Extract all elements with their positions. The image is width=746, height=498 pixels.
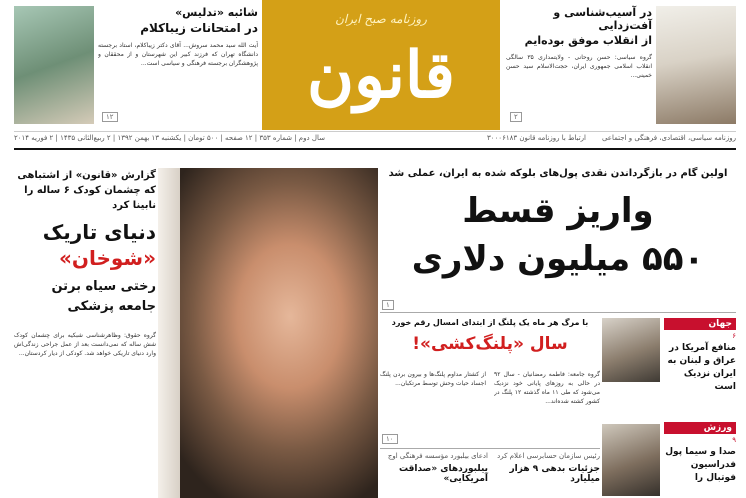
- second-story[interactable]: [380, 318, 600, 444]
- sidebar-photo-2: [602, 424, 660, 496]
- masthead-rule: [14, 148, 736, 150]
- feature-photo-frame: [158, 168, 180, 498]
- lead-headline-2: ۵۵۰ میلیون دلاری: [411, 239, 705, 279]
- sidebar-section-2: ورزش: [664, 422, 736, 434]
- masthead-name: قانون: [307, 38, 455, 113]
- teaser-right-kicker: در آسیب‌شناسی و آفت‌زدایی: [553, 6, 652, 32]
- lead-headline-1: واریز قسط: [462, 191, 654, 231]
- issue-line: سال دوم | شماره ۳۵۳ | ۱۲ صفحه | ۵۰۰ تومان | یکشنبه ۱۳ بهمن ۱۳۹۲ | ۲ ربیع‌الثانی ۱۴۳۵ | ۲ فوریه ۲۰۱۴: [14, 134, 325, 142]
- feature-subtitle: رختی سیاه برتن جامعه پزشکی: [51, 279, 156, 314]
- teaser-right-body: گروه سیاسی: حسن روحانی - ولایتمداری ۳۵ سالگی انقلاب اسلامی جمهوری ایران، حجت‌الاسلام سید حسن خمینی...: [506, 54, 652, 79]
- bottom-right-headline: جزئیات بدهی ۹ هزار میلیارد: [509, 464, 600, 484]
- teaser-left-headline: در امتحانات زیباکلام: [140, 21, 258, 35]
- masthead-sms: ارتباط با روزنامه قانون ۳۰۰۰۶۱۸۳: [487, 134, 586, 142]
- masthead: [262, 0, 500, 130]
- masthead-subtitle: روزنامه سیاسی، اقتصادی، فرهنگی و اجتماعی: [601, 134, 736, 142]
- bottom-left-kicker: ادعای بیلبورد مؤسسه فرهنگی اوج: [387, 452, 488, 460]
- feature-body: گروه حقوق: وظاهرشناسی شبکیه برای چشمان کودک شش ساله که نمی‌دانست بعد از عمل جراحی زندگی‌اش وارد دنیای تاریکی خواهد شد. کودکی از دیار کردستان...: [14, 332, 156, 357]
- feature-intro: گزارش «قانون» از اشتباهی که چشمان کودک ۶ ساله را نابینا کرد: [17, 170, 156, 211]
- bottom-left-headline: بیلبوردهای «صداقت آمریکایی»: [398, 464, 488, 484]
- sidebar-section-world[interactable]: [664, 318, 736, 414]
- teaser-left[interactable]: [98, 6, 258, 124]
- lead-page-ref: ۱: [382, 300, 394, 310]
- teaser-left-photo: [14, 6, 94, 124]
- second-page-ref: ۱۰: [382, 434, 398, 444]
- feature-text[interactable]: [14, 168, 156, 498]
- sidebar: [602, 318, 736, 498]
- sidebar-item2-headline: صدا و سیما پول فدراسیون فوتبال را: [665, 447, 736, 483]
- lead-kicker: اولین گام در بازگرداندن نقدی پول‌های بلوکه شده به ایران، عملی شد: [388, 168, 728, 179]
- teaser-left-kicker: شائبه «تدلیس»: [175, 6, 258, 19]
- feature-title: دنیای تاریک: [42, 220, 156, 244]
- lead-rule: [380, 312, 736, 313]
- sidebar-item2-page: ۹: [732, 436, 736, 444]
- teaser-right-page-ref: ۲: [510, 112, 522, 122]
- bottom-right-kicker: رئیس سازمان حسابرسی اعلام کرد: [497, 452, 600, 460]
- sidebar-photo-1: [602, 318, 660, 382]
- bottom-left-story[interactable]: [380, 452, 488, 496]
- masthead-slogan: روزنامه صبح ایران: [335, 12, 427, 26]
- second-headline: سال «پلنگ‌کشی»!: [412, 334, 568, 354]
- teaser-left-body: آیت الله سید محمد سروش... آقای دکتر زیباکلام، استاد برجسته دانشگاه تهران که فرزند کبیر این شهرستان و از محققان و پژوهشگران برجسته فرهنگی و سیاسی است...: [98, 42, 258, 67]
- teaser-left-page-ref: ۱۲: [102, 112, 118, 122]
- second-col-left: از کشتار مداوم پلنگ‌ها و بیرون بردن پلنگ اجساد حیات وحش توسط مرتکبان...: [380, 371, 486, 387]
- second-kicker: با مرگ هر ماه یک پلنگ از ابتدای امسال رقم خورد: [391, 318, 589, 327]
- feature-photo: [158, 168, 378, 498]
- teaser-right[interactable]: [506, 6, 652, 124]
- teaser-right-headline: از انقلاب موفق بوده‌ایم: [524, 34, 652, 47]
- bottom-rule: [380, 448, 600, 449]
- bottom-right-story[interactable]: [492, 452, 600, 496]
- sidebar-item1-headline: منافع آمریکا در عراق و لبنان به ایران نزدیک است: [667, 343, 736, 392]
- second-col-right: گروه جامعه: فاطمه رمضانیان - سال ۹۲ در حالی به روزهای پایانی خود نزدیک می‌شود که طی ۱۱ ماه گذشته ۱۲ پلنگ در کشور کشته شده‌اند...: [494, 371, 600, 405]
- teaser-right-photo: [656, 6, 736, 124]
- sidebar-item1-page: ۶: [732, 332, 736, 340]
- lead-story[interactable]: [380, 168, 736, 308]
- feature-name: «شوخان»: [58, 246, 156, 270]
- sidebar-section-1: جهان: [664, 318, 736, 330]
- info-line: [14, 131, 736, 145]
- sidebar-section-sport[interactable]: [664, 422, 736, 498]
